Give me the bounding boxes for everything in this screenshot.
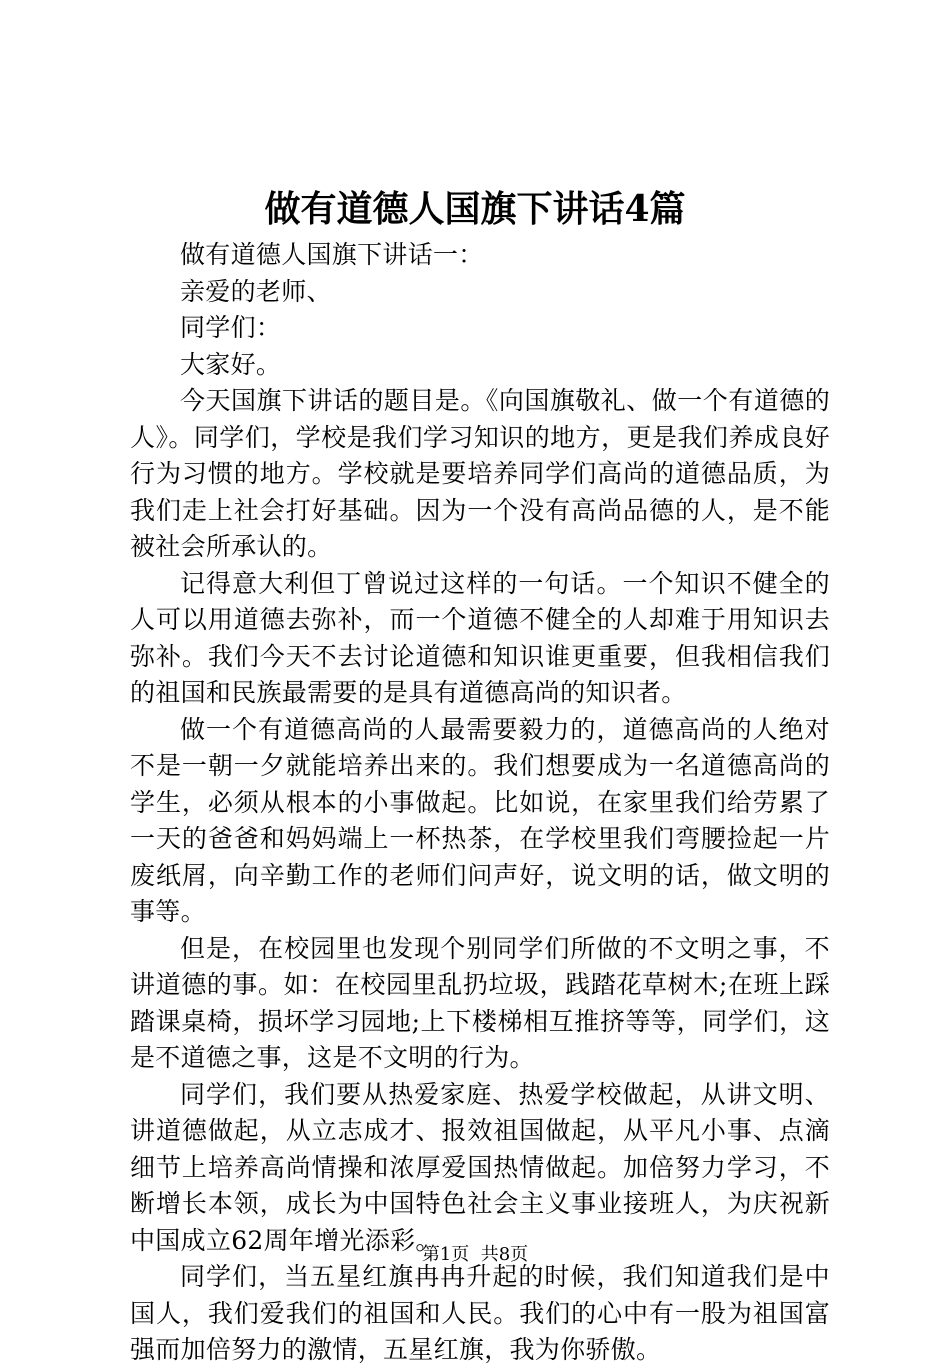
paragraph-salutation-teachers: 亲爱的老师、	[180, 276, 332, 306]
page-title: 做有道德人国旗下讲话4篇	[264, 188, 686, 230]
document-body	[130, 237, 830, 1369]
paragraph: 记得意大利但丁曾说过这样的一句话。一个知识不健全的人可以用道德去弥补，而一个道德不健全的人却难于用知识去弥补。我们今天不去讨论道德和知识谁更重要，但我相信我们的祖国和民族最需要的是具有道德高尚的知识者。	[130, 568, 830, 707]
paragraph-salutation-students: 同学们：	[180, 313, 282, 342]
page-number: 第1页	[421, 1244, 470, 1265]
paragraph: 做一个有道德高尚的人最需要毅力的，道德高尚的人绝对不是一朝一夕就能培养出来的。我们想要成为一名道德高尚的学生，必须从根本的小事做起。比如说，在家里我们给劳累了一天的爸爸和妈妈端上一杯热茶，在学校里我们弯腰捡起一片废纸屑，向辛勤工作的老师们问声好，说文明的话，做文明的事等。	[130, 714, 830, 926]
page-footer	[0, 1243, 950, 1267]
paragraph: 同学们，我们要从热爱家庭、热爱学校做起，从讲文明、讲道德做起，从立志成才、报效祖国做起，从平凡小事、点滴细节上培养高尚情操和浓厚爱国热情做起。加倍努力学习，不断增长本领，成长为中国特色社会主义事业接班人，为庆祝新中国成立62周年增光添彩。	[130, 1079, 830, 1255]
paragraph-heading: 做有道德人国旗下讲话一：	[180, 240, 484, 269]
paragraph: 同学们，当五星红旗冉冉升起的时候，我们知道我们是中国人，我们爱我们的祖国和人民。我们的心中有一股为祖国富强而加倍努力的激情，五星红旗，我为你骄傲。	[130, 1262, 830, 1364]
page-total: 共8页	[480, 1244, 529, 1265]
paragraph: 但是，在校园里也发现个别同学们所做的不文明之事，不讲道德的事。如：在校园里乱扔垃圾，践踏花草树木;在班上踩踏课桌椅，损坏学习园地;上下楼梯相互推挤等等，同学们，这是不道德之事，这是不文明的行为。	[130, 933, 830, 1072]
paragraph: 今天国旗下讲话的题目是。《向国旗敬礼、做一个有道德的人》。同学们，学校是我们学习知识的地方，更是我们养成良好行为习惯的地方。学校就是要培养同学们高尚的道德品质，为我们走上社会打好基础。因为一个没有高尚品德的人，是不能被社会所承认的。	[130, 386, 830, 561]
paragraph-greeting: 大家好。	[180, 349, 282, 379]
